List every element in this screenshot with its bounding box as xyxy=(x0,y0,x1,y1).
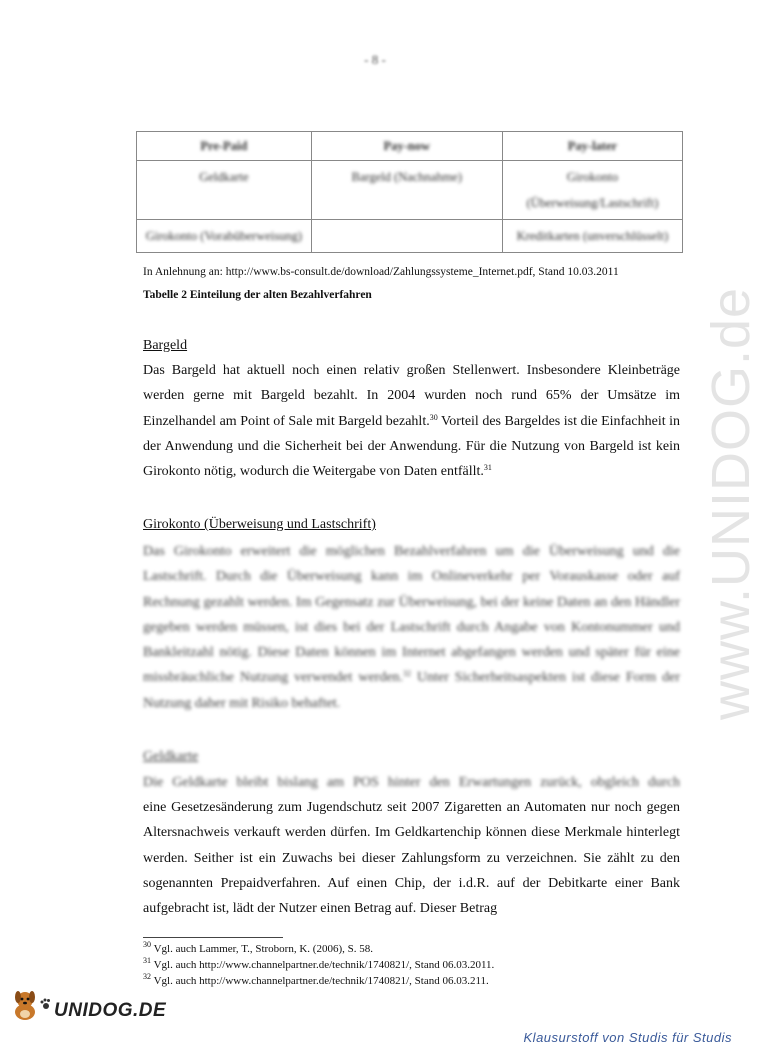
table-cell: Bargeld (Nachnahme) xyxy=(311,161,502,220)
section-heading-girokonto: Girokonto (Überweisung und Lastschrift) xyxy=(143,517,376,532)
section-heading-geldkarte: Geldkarte xyxy=(143,749,199,764)
table-source-note: In Anlehnung an: http://www.bs-consult.de/download/Zahlungssysteme_Internet.pdf, Stand 10.03.2011 xyxy=(143,266,619,278)
paw-print-icon xyxy=(40,998,52,1010)
table-header-cell: Pay-later xyxy=(502,132,682,161)
logo-text: UNIDOG.DE xyxy=(54,1000,167,1021)
footnote-ref: 31 xyxy=(483,463,492,473)
payment-methods-table xyxy=(136,131,683,253)
footnote-ref: 32 xyxy=(403,669,412,679)
table-caption: Tabelle 2 Einteilung der alten Bezahlverfahren xyxy=(143,289,372,301)
paragraph-geldkarte: eine Gesetzesänderung zum Jugendschutz seit 2007 Zigaretten an Automaten nur noch gegen Altersnachweis verkauft werden dürfen. Im Geldkartenchip können diese Merkmale hinterlegt werden. Seither ist ein Zuwachs bei dieser Zahlungsform zu verzeichnen. Sie zählt zu den sogenannten Prepaidverfahren. Auf einen Chip, der i.d.R. auf der Debitkarte einer Bank aufgebracht ist, lädt der Nutzer einen Betrag auf. Dieser Betrag xyxy=(143,800,680,917)
table-row xyxy=(137,220,683,253)
table-cell: Girokonto (Vorabüberweisung) xyxy=(137,220,312,253)
table-cell: Kreditkarten (unverschlüsselt) xyxy=(502,220,682,253)
table-header-cell: Pay-now xyxy=(311,132,502,161)
footnote-number: 32 xyxy=(143,972,151,981)
footnote-text: Vgl. auch Lammer, T., Stroborn, K. (2006), S. 58. xyxy=(153,943,373,955)
table-header-cell: Pre-Paid xyxy=(137,132,312,161)
footnote-text: Vgl. auch http://www.channelpartner.de/technik/1740821/, Stand 06.03.211. xyxy=(153,975,489,987)
watermark: www.UNIDOG.de xyxy=(701,286,761,720)
dog-mascot-icon xyxy=(10,988,40,1022)
section-heading-bargeld: Bargeld xyxy=(143,338,188,353)
paragraph-text: Unter Sicherheitsaspekten ist diese Form der Nutzung daher mit Risiko behaftet. xyxy=(143,670,680,711)
paragraph-bargeld xyxy=(143,358,680,484)
footnote-number: 30 xyxy=(143,940,151,949)
table-cell: Girokonto (Überweisung/Lastschrift) xyxy=(502,161,682,220)
footnote xyxy=(143,940,373,955)
page-number: - 8 - xyxy=(364,52,386,67)
footnote-ref: 30 xyxy=(429,412,438,422)
footer-tagline: Klausurstoff von Studis für Studis xyxy=(523,1030,732,1045)
table-header-row xyxy=(137,132,683,161)
paragraph-girokonto xyxy=(143,539,680,716)
footnote xyxy=(143,956,495,971)
footnote-text: Vgl. auch http://www.channelpartner.de/technik/1740821/, Stand 06.03.2011. xyxy=(153,959,495,971)
blurred-line-geldkarte: Die Geldkarte bleibt bislang am POS hinter den Erwartungen zurück, obgleich durch xyxy=(143,775,680,790)
footnote-divider xyxy=(143,937,283,938)
footnote xyxy=(143,972,489,987)
paragraph-text: Vorteil des Bargeldes ist die Einfachheit in der Anwendung und die Sicherheit bei der Anwendung. Für die Nutzung von Bargeld ist kein Girokonto nötig, wodurch die Weitergabe von Daten entfällt. xyxy=(143,413,680,480)
table-cell xyxy=(311,220,502,253)
table-row xyxy=(137,161,683,220)
paragraph-text: Das Bargeld hat aktuell noch einen relativ großen Stellenwert. Insbesondere Kleinbeträge werden gerne mit Bargeld bezahlt. In 2004 wurden noch rund 65% der Umsätze im Einzelhandel am Point of Sale mit Bargeld bezahlt. xyxy=(143,363,680,429)
unidog-logo[interactable] xyxy=(10,988,166,1022)
table-cell: Geldkarte xyxy=(137,161,312,220)
footnote-number: 31 xyxy=(143,956,151,965)
paragraph-text: Das Girokonto erweitert die möglichen Bezahlverfahren um die Überweisung und die Lastschrift. Durch die Überweisung kann im Onlineverkehr per Vorauskasse oder auf Rechnung gezahlt werden. Im Gegensatz zur Überweisung, bei der keine Daten an den Händler gegeben werden müssen, ist dies bei der Lastschrift durch Angabe von Kontonummer und Bankleitzahl nötig. Diese Daten können im Internet abgefangen werden und später für eine missbräuchliche Nutzung verwendet werden. xyxy=(143,544,680,686)
